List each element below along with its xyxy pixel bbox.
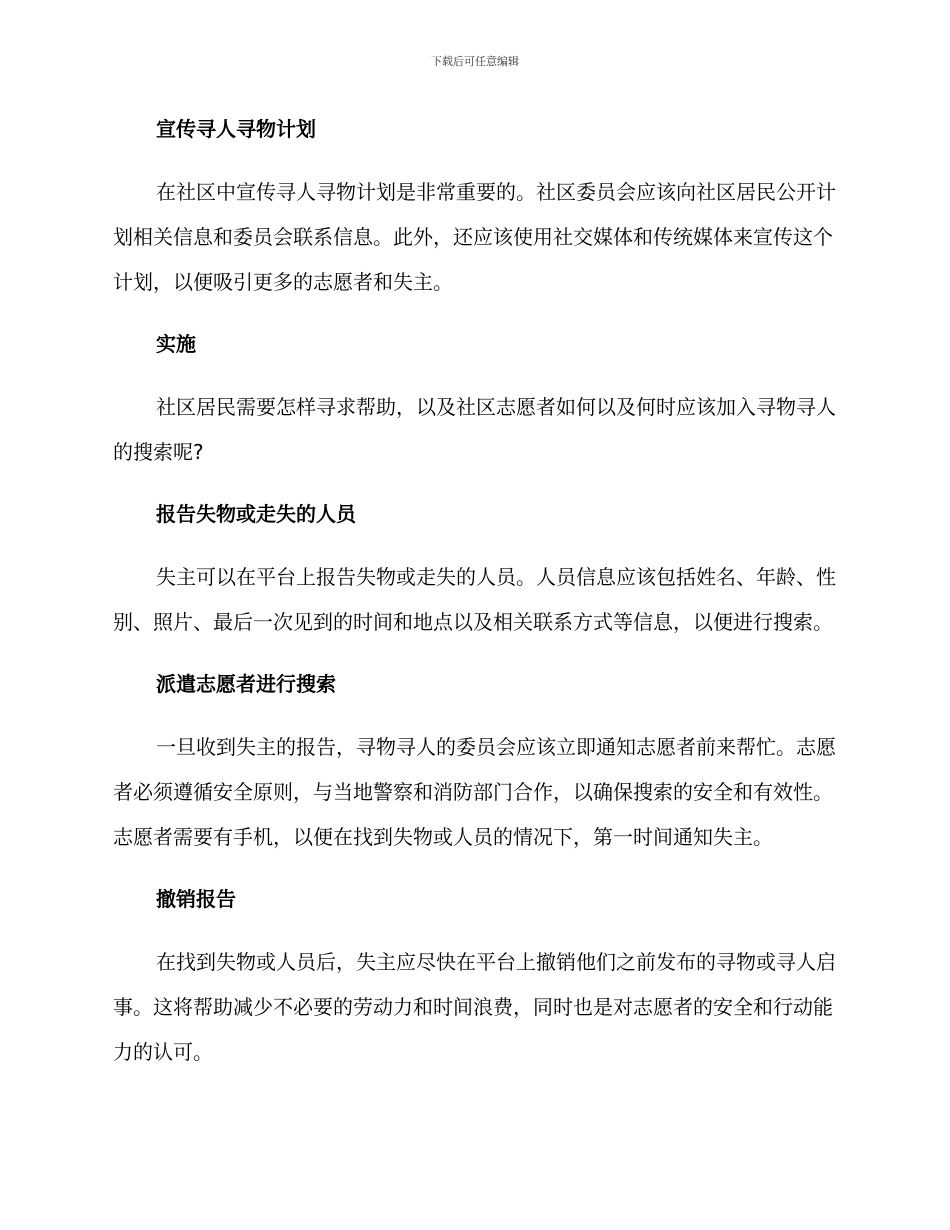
section-paragraph: 失主可以在平台上报告失物或走失的人员。人员信息应该包括姓名、年龄、性别、照片、最后一次见到的时间和地点以及相关联系方式等信息，以便进行搜索。 [113,565,836,634]
document-body [113,113,837,1075]
section-paragraph: 在社区中宣传寻人寻物计划是非常重要的。社区委员会应该向社区居民公开计划相关信息和委员会联系信息。此外，还应该使用社交媒体和传统媒体来宣传这个计划，以便吸引更多的志愿者和失主。 [113,180,836,294]
section-heading: 派遣志愿者进行搜索 [156,672,336,696]
page-header: 下载后可任意编辑 [431,55,519,68]
section-paragraph: 在找到失物或人员后，失主应尽快在平台上撤销他们之前发布的寻物或寻人启事。这将帮助减少不必要的劳动力和时间浪费，同时也是对志愿者的安全和行动能力的认可。 [113,950,836,1064]
section-heading: 撤销报告 [156,887,236,911]
section-paragraph: 一旦收到失主的报告，寻物寻人的委员会应该立即通知志愿者前来帮忙。志愿者必须遵循安全原则，与当地警察和消防部门合作，以确保搜索的安全和有效性。志愿者需要有手机，以便在找到失物或人员的情况下，第一时间通知失主。 [113,735,836,849]
section-paragraph: 社区居民需要怎样寻求帮助，以及社区志愿者如何以及何时应该加入寻物寻人的搜索呢? [113,395,836,464]
section-heading: 宣传寻人寻物计划 [156,117,316,141]
section-heading: 报告失物或走失的人员 [156,502,356,526]
section-heading: 实施 [156,332,196,356]
